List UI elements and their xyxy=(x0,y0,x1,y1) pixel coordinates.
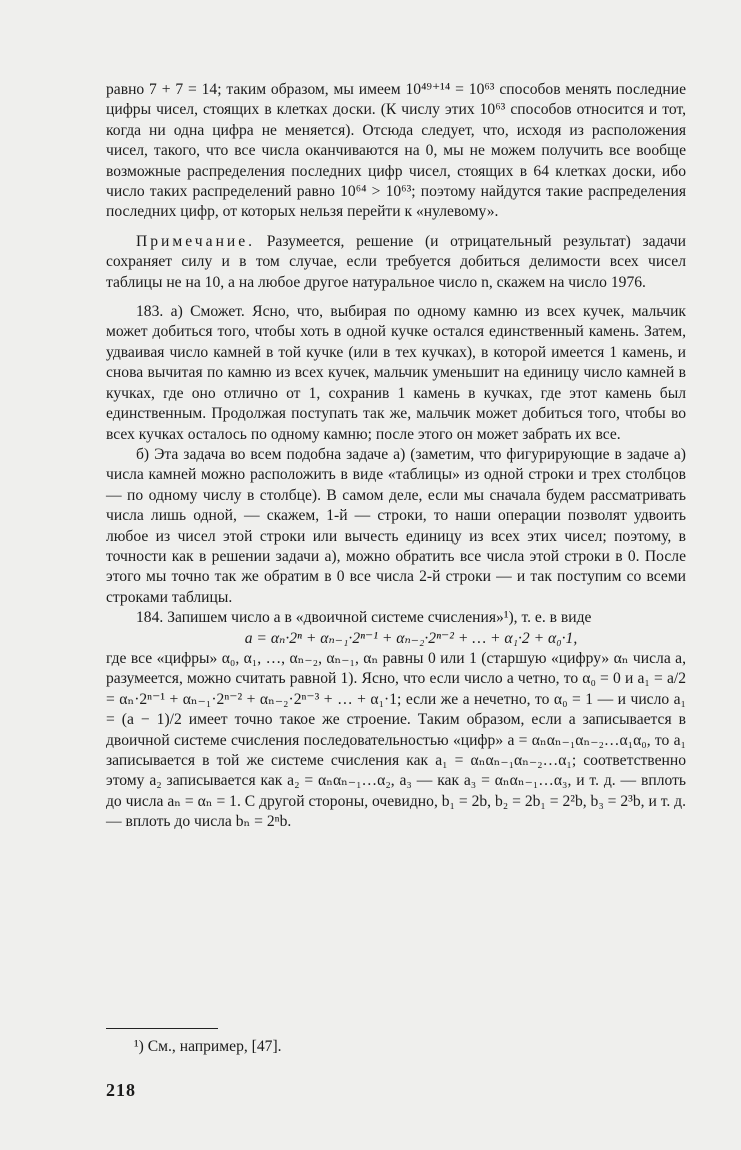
paragraph-note: Примечание. Разумеется, решение (и отрицательный результат) задачи сохраняет силу и в том случае, если требуется добиться делимости всех чисел таблицы не на 10, а на любое другое натуральное число n, скажем на число 1976. xyxy=(106,232,686,291)
text-column xyxy=(106,80,686,833)
paragraph-184-body: где все «цифры» α₀, α₁, …, αₙ₋₂, αₙ₋₁, αₙ равны 0 или 1 (старшую «цифру» αₙ числа a, разумеется, можно считать равной 1). Ясно, что если число a четно, то α₀ = 0 и a₁ = a/2 = αₙ·2ⁿ⁻¹ + αₙ₋₁·2ⁿ⁻² + αₙ₋₂·2ⁿ⁻³ + … + α₁·1; если же a нечетно, то α₀ = 1 — и число a₁ = (a − 1)/2 имеет точно такое же строение. Таким образом, если a записывается в двоичной системе счисления последовательностью «цифр» a = αₙαₙ₋₁αₙ₋₂…α₁α₀, то a₁ записывается в той же системе счисления как a₁ = αₙαₙ₋₁αₙ₋₂…α₁; соответственно этому a₂ записывается как a₂ = αₙαₙ₋₁…α₂, a₃ — как a₃ = αₙαₙ₋₁…α₃, и т. д. — вплоть до числа aₙ = αₙ = 1. С другой стороны, очевидно, b₁ = 2b, b₂ = 2b₁ = 2²b, b₃ = 2³b, и т. д. — вплоть до числа bₙ = 2ⁿb. xyxy=(106,649,686,831)
footnote-rule xyxy=(106,1028,218,1029)
note-label: Примечание. xyxy=(136,232,256,250)
binary-formula: a = αₙ·2ⁿ + αₙ₋₁·2ⁿ⁻¹ + αₙ₋₂·2ⁿ⁻² + … + α₁·2 + α₀·1, xyxy=(244,629,578,647)
paragraph-continuation: равно 7 + 7 = 14; таким образом, мы имеем 10⁴⁹⁺¹⁴ = 10⁶³ способов менять последние цифры чисел, стоящих в клетках доски. (К числу этих 10⁶³ способов относится и тот, когда ни одна цифра не меняется). Отсюда следует, что, исходя из расположения чисел, такого, что все числа оканчиваются на 0, мы не можем получить все вообще возможные распределения последних цифр чисел, стоящих в 64 клетках доски, ибо число таких распределений равно 10⁶⁴ > 10⁶³; поэтому найдутся такие распределения последних цифр, от которых нельзя перейти к «нулевому». xyxy=(106,81,686,221)
paragraph-183b: б) Эта задача во всем подобна задаче а) (заметим, что фигурирующие в задаче а) числа камней можно расположить в виде «таблицы» из одной строки и трех столбцов — по одному числу в столбце). В самом деле, если мы сначала будем рассматривать числа лишь одной, — скажем, 1-й — строки, то наши операции позволят удвоить любое из чисел этой строки или вычесть единицу из всех этих чисел; поэтому, в точности как в решении задачи а), можно обратить все числа этой строки в 0. После этого мы точно так же обратим в 0 все числа 2-й строки — и так поступим со всеми строками таблицы. xyxy=(106,445,686,606)
paragraph-183a: 183. а) Сможет. Ясно, что, выбирая по одному камню из всех кучек, мальчик может добиться того, чтобы хоть в одной кучке остался единственный камень. Затем, удваивая число камней в той кучке (или в тех кучках), в которой имеется 1 камень, и снова вычитая по камню из всех кучек, мальчик уменьшит на единицу число камней в кучках, где оно отлично от 1, сохранив 1 камень в кучках, где этот камень был единственным. Продолжая поступать так же, мальчик может добиться того, чтобы во всех кучках осталось по одному камню; после этого он может забрать их все. xyxy=(106,303,686,443)
paragraph-184-intro: 184. Запишем число a в «двоичной системе счисления»¹), т. е. в виде xyxy=(136,609,592,627)
footnote: ¹) См., например, [47]. xyxy=(134,1038,282,1055)
page-number: 218 xyxy=(106,1080,136,1100)
